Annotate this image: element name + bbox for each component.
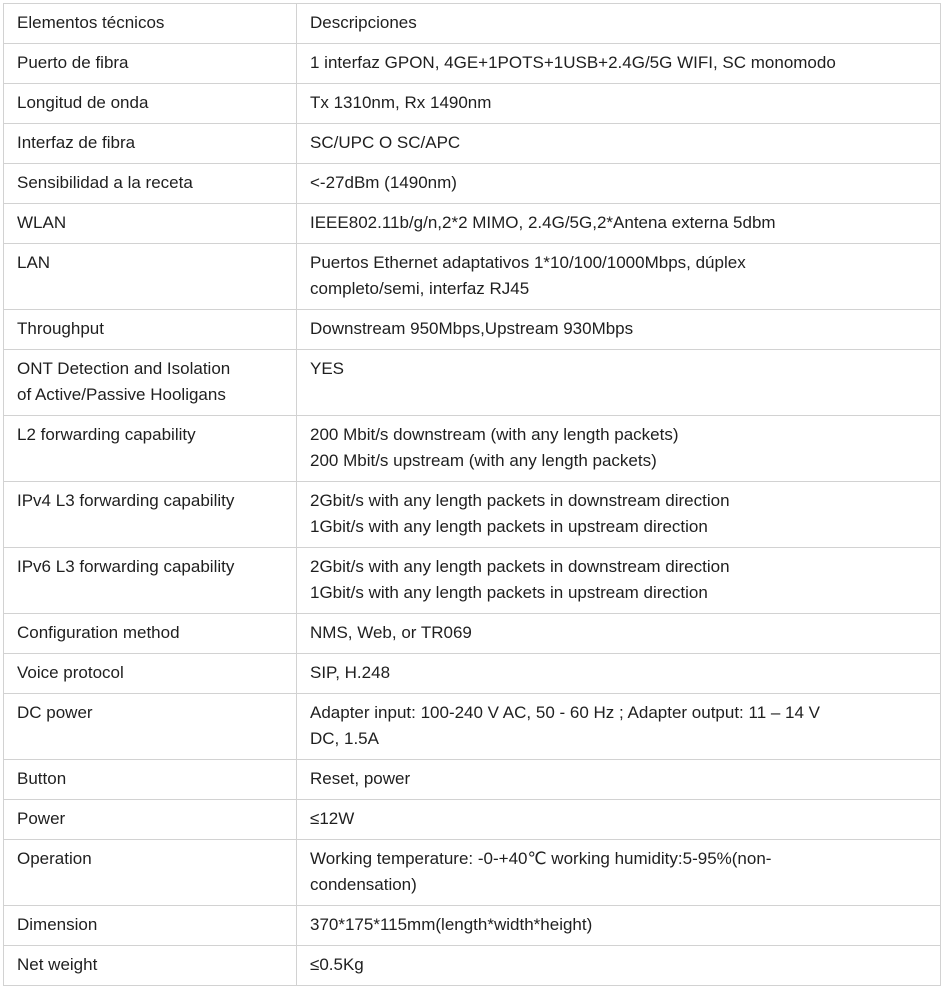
- spec-item-label: IPv6 L3 forwarding capability: [17, 557, 235, 576]
- spec-description-text: Working temperature: -0-+40℃ working humidity:5-95%(non-: [310, 849, 772, 868]
- spec-description-cell: [297, 906, 941, 946]
- header-label-description: Descripciones: [310, 13, 417, 32]
- spec-item-cell: [4, 614, 297, 654]
- spec-description-text: 370*175*115mm(length*width*height): [310, 915, 593, 934]
- spec-item-label: Longitud de onda: [17, 93, 149, 112]
- table-row: [4, 548, 941, 614]
- spec-description-text: 1Gbit/s with any length packets in upstream direction: [310, 583, 708, 602]
- spec-description-cell: [297, 84, 941, 124]
- spec-description-text: DC, 1.5A: [310, 729, 379, 748]
- spec-description-text: ≤0.5Kg: [310, 955, 364, 974]
- table-row: [4, 840, 941, 906]
- spec-description-text: 2Gbit/s with any length packets in downstream direction: [310, 491, 730, 510]
- spec-item-cell: [4, 654, 297, 694]
- spec-description-cell: [297, 416, 941, 482]
- spec-description-text: Adapter input: 100-240 V AC, 50 - 60 Hz ; Adapter output: 11 – 14 V: [310, 703, 821, 722]
- table-row: [4, 310, 941, 350]
- table-row: [4, 654, 941, 694]
- spec-description-text: SIP, H.248: [310, 663, 391, 682]
- header-cell-description: [297, 4, 941, 44]
- spec-description-cell: [297, 946, 941, 986]
- spec-item-cell: [4, 482, 297, 548]
- spec-description-text: ≤12W: [310, 809, 355, 828]
- header-cell-item: [4, 4, 297, 44]
- spec-item-cell: [4, 164, 297, 204]
- spec-description-text: 1Gbit/s with any length packets in upstream direction: [310, 517, 708, 536]
- spec-description-cell: [297, 482, 941, 548]
- spec-item-label: Interfaz de fibra: [17, 133, 136, 152]
- spec-item-label: ONT Detection and Isolation: [17, 359, 231, 378]
- spec-item-label: Button: [17, 769, 67, 788]
- spec-description-cell: [297, 310, 941, 350]
- spec-item-cell: [4, 310, 297, 350]
- spec-item-cell: [4, 760, 297, 800]
- spec-item-cell: [4, 244, 297, 310]
- spec-item-label: Net weight: [17, 955, 98, 974]
- spec-description-text: <-27dBm (1490nm): [310, 173, 457, 192]
- table-row: [4, 44, 941, 84]
- table-row: [4, 124, 941, 164]
- table-header-row: [4, 4, 941, 44]
- spec-description-cell: [297, 654, 941, 694]
- spec-description-text: completo/semi, interfaz RJ45: [310, 279, 530, 298]
- table-row: [4, 244, 941, 310]
- spec-item-label: Sensibilidad a la receta: [17, 173, 193, 192]
- spec-item-label: Dimension: [17, 915, 98, 934]
- spec-description-text: 1 interfaz GPON, 4GE+1POTS+1USB+2.4G/5G WIFI, SC monomodo: [310, 53, 836, 72]
- spec-description-text: Puertos Ethernet adaptativos 1*10/100/1000Mbps, dúplex: [310, 253, 746, 272]
- spec-description-text: IEEE802.11b/g/n,2*2 MIMO, 2.4G/5G,2*Antena externa 5dbm: [310, 213, 776, 232]
- spec-item-cell: [4, 800, 297, 840]
- spec-description-text: 200 Mbit/s downstream (with any length packets): [310, 425, 679, 444]
- spec-description-text: SC/UPC O SC/APC: [310, 133, 461, 152]
- spec-description-cell: [297, 548, 941, 614]
- table-row: [4, 800, 941, 840]
- spec-description-text: 2Gbit/s with any length packets in downstream direction: [310, 557, 730, 576]
- spec-item-cell: [4, 416, 297, 482]
- spec-item-label: of Active/Passive Hooligans: [17, 385, 226, 404]
- spec-description-text: YES: [310, 359, 345, 378]
- spec-item-label: Operation: [17, 849, 92, 868]
- table-row: [4, 84, 941, 124]
- spec-description-text: condensation): [310, 875, 417, 894]
- spec-item-label: Configuration method: [17, 623, 180, 642]
- spec-item-cell: [4, 840, 297, 906]
- table-row: [4, 694, 941, 760]
- spec-item-cell: [4, 124, 297, 164]
- spec-item-label: Puerto de fibra: [17, 53, 129, 72]
- table-row: [4, 482, 941, 548]
- spec-item-label: DC power: [17, 703, 93, 722]
- spec-table-body: [4, 4, 941, 986]
- spec-item-label: Throughput: [17, 319, 104, 338]
- header-label-item: Elementos técnicos: [17, 13, 165, 32]
- spec-item-label: IPv4 L3 forwarding capability: [17, 491, 235, 510]
- spec-item-cell: [4, 350, 297, 416]
- spec-item-cell: [4, 548, 297, 614]
- spec-item-cell: [4, 84, 297, 124]
- spec-description-cell: [297, 244, 941, 310]
- table-row: [4, 350, 941, 416]
- spec-description-cell: [297, 694, 941, 760]
- table-row: [4, 946, 941, 986]
- spec-description-cell: [297, 44, 941, 84]
- spec-description-cell: [297, 204, 941, 244]
- spec-item-cell: [4, 906, 297, 946]
- spec-description-text: Reset, power: [310, 769, 411, 788]
- table-row: [4, 906, 941, 946]
- spec-description-cell: [297, 800, 941, 840]
- spec-item-cell: [4, 694, 297, 760]
- table-row: [4, 204, 941, 244]
- spec-item-cell: [4, 44, 297, 84]
- spec-item-label: Power: [17, 809, 66, 828]
- spec-description-text: NMS, Web, or TR069: [310, 623, 472, 642]
- spec-description-cell: [297, 350, 941, 416]
- spec-description-text: Tx 1310nm, Rx 1490nm: [310, 93, 492, 112]
- spec-description-cell: [297, 164, 941, 204]
- spec-description-cell: [297, 614, 941, 654]
- table-row: [4, 760, 941, 800]
- spec-item-label: Voice protocol: [17, 663, 124, 682]
- spec-item-label: WLAN: [17, 213, 67, 232]
- table-row: [4, 614, 941, 654]
- table-row: [4, 416, 941, 482]
- spec-item-label: LAN: [17, 253, 51, 272]
- spec-description-text: Downstream 950Mbps,Upstream 930Mbps: [310, 319, 634, 338]
- spec-description-cell: [297, 124, 941, 164]
- table-row: [4, 164, 941, 204]
- spec-description-cell: [297, 760, 941, 800]
- spec-item-label: L2 forwarding capability: [17, 425, 196, 444]
- spec-item-cell: [4, 204, 297, 244]
- spec-item-cell: [4, 946, 297, 986]
- spec-table: [3, 3, 941, 986]
- spec-description-cell: [297, 840, 941, 906]
- spec-description-text: 200 Mbit/s upstream (with any length packets): [310, 451, 657, 470]
